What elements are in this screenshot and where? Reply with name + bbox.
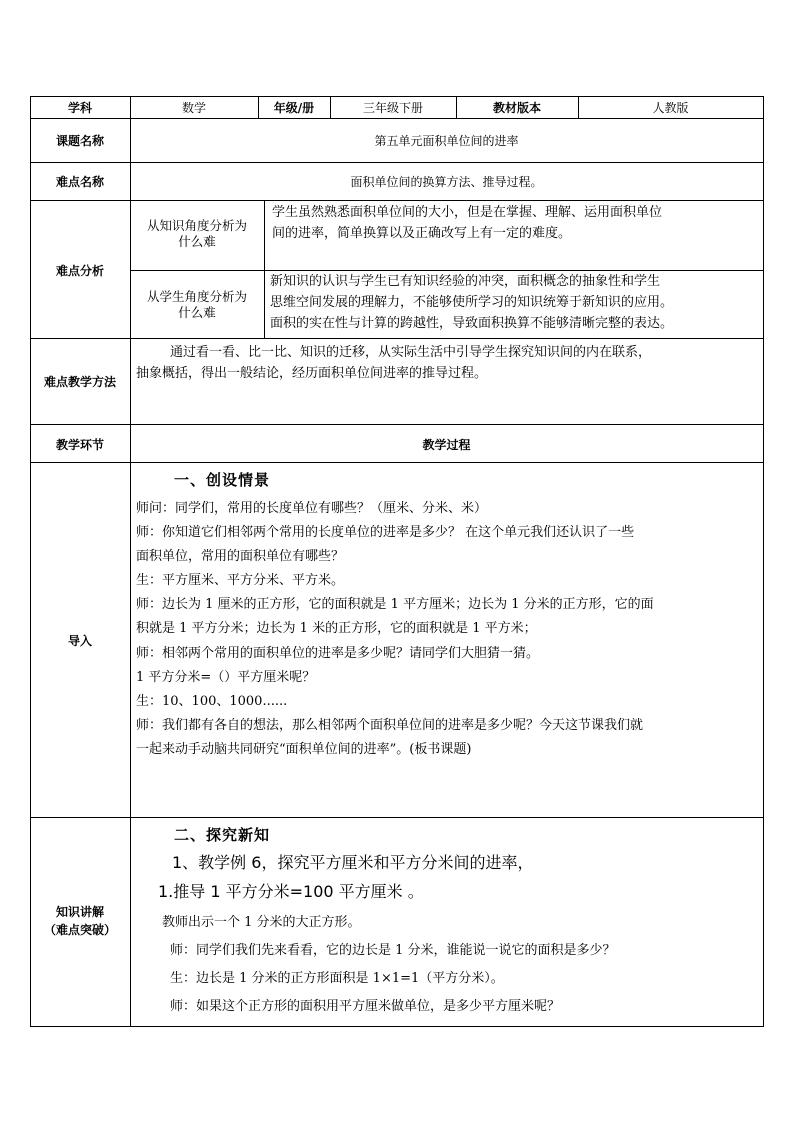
- subject-value: 数学: [181, 101, 206, 115]
- student-angle-text-line: 思维空间发展的理解力，不能够使所学习的知识统筹于新知识的应用。: [270, 295, 674, 310]
- explain-lines: [162, 911, 760, 1023]
- intro-line: 师：边长为 1 厘米的正方形，它的面积就是 1 平方厘米；边长为 1 分米的正方形，它的面: [136, 597, 654, 613]
- analysis-label: 难点分析: [55, 264, 104, 278]
- intro-line: 师：相邻两个常用的面积单位的进率是多少呢？请同学们大胆猜一猜。: [136, 645, 540, 661]
- intro-line: 1 平方分米=（）平方厘米呢？: [136, 669, 316, 685]
- explain-section-title: 二、探究新知: [174, 826, 271, 844]
- example-heading: 1、教学例 6，探究平方厘米和平方分米间的进率，: [172, 853, 534, 872]
- student-angle-label-line: 从学生角度分析为: [146, 289, 247, 304]
- knowledge-angle-text-line: 间的进率，简单换算以及正确改写上有一定的难度。: [272, 226, 572, 241]
- intro-line: 师问：同学们，常用的长度单位有哪些？（厘米、分米、米）: [136, 501, 488, 516]
- intro-line: 生：平方厘米、平方分米、平方米。: [136, 573, 345, 589]
- intro-line: 积就是 1 平方分米；边长为 1 米的正方形，它的面积就是 1 平方米；: [136, 621, 537, 637]
- topic-label: 课题名称: [55, 134, 104, 148]
- explain-line: 师：如果这个正方形的面积用平方厘米做单位，是多少平方厘米呢？: [170, 999, 561, 1014]
- knowledge-angle-label-line: 从知识角度分析为: [146, 218, 247, 233]
- intro-line: 师：你知道它们相邻两个常用的长度单位的进率是多少？ 在这个单元我们还认识了一些: [136, 525, 635, 541]
- intro-label: 导入: [67, 634, 92, 648]
- student-angle-label: [130, 289, 264, 321]
- process-column-header: 教学过程: [422, 438, 471, 452]
- explain-label: [30, 903, 130, 939]
- edition-value: 人教版: [652, 101, 689, 115]
- difficulty-label: 难点名称: [55, 175, 104, 189]
- intro-lines: [136, 497, 761, 762]
- knowledge-angle-label-line: 什么难: [178, 234, 216, 249]
- stage-column-header: 教学环节: [55, 438, 104, 452]
- grade-label: 年级/册: [273, 101, 315, 115]
- knowledge-angle-label: [130, 218, 264, 250]
- derivation-heading: 1.推导 1 平方分米=100 平方厘米 。: [158, 882, 424, 901]
- method-label: 难点教学方法: [43, 375, 116, 389]
- student-angle-text: [270, 271, 762, 334]
- student-angle-text-line: 新知识的认识与学生已有知识经验的冲突，面积概念的抽象性和学生: [270, 274, 661, 289]
- method-text-line-1: 通过看一看、比一比、知识的迁移，从实际生活中引导学生探究知识间的内在联系，: [170, 345, 652, 360]
- difficulty-value: 面积单位间的换算方法、推导过程。: [350, 175, 543, 189]
- student-angle-text-line: 面积的实在性与计算的跨越性，导致面积换算不能够清晰完整的表达。: [270, 316, 674, 331]
- intro-line: 一起来动手动脑共同研究“面积单位间的进率”。(板书课题): [136, 741, 472, 757]
- knowledge-angle-text: [272, 202, 762, 244]
- student-angle-label-line: 什么难: [178, 305, 216, 320]
- explain-label-line: 知识讲解: [55, 905, 104, 919]
- method-text-line-2: 抽象概括，得出一般结论，经历面积单位间进率的推导过程。: [136, 366, 488, 381]
- knowledge-angle-text-line: 学生虽然熟悉面积单位间的大小，但是在掌握、理解、运用面积单位: [272, 205, 663, 220]
- intro-line: 生：10、100、1000......: [136, 693, 288, 709]
- topic-value: 第五单元面积单位间的进率: [374, 134, 519, 148]
- edition-label: 教材版本: [492, 101, 541, 115]
- explain-label-line: （难点突破）: [43, 923, 116, 937]
- explain-line: 师：同学们我们先来看看，它的边长是 1 分米，谁能说一说它的面积是多少？: [170, 943, 616, 958]
- explain-line: 生：边长是 1 分米的正方形面积是 1×1=1（平方分米）。: [170, 971, 504, 986]
- explain-line: 教师出示一个 1 分米的大正方形。: [162, 915, 361, 930]
- intro-line: 面积单位，常用的面积单位有哪些？: [136, 549, 345, 565]
- grade-value: 三年级下册: [362, 101, 423, 115]
- intro-section-title: 一、创设情景: [174, 471, 271, 489]
- subject-label: 学科: [67, 101, 92, 115]
- intro-line: 师：我们都有各自的想法，那么相邻两个面积单位间的进率是多少呢？今天这节课我们就: [136, 717, 644, 733]
